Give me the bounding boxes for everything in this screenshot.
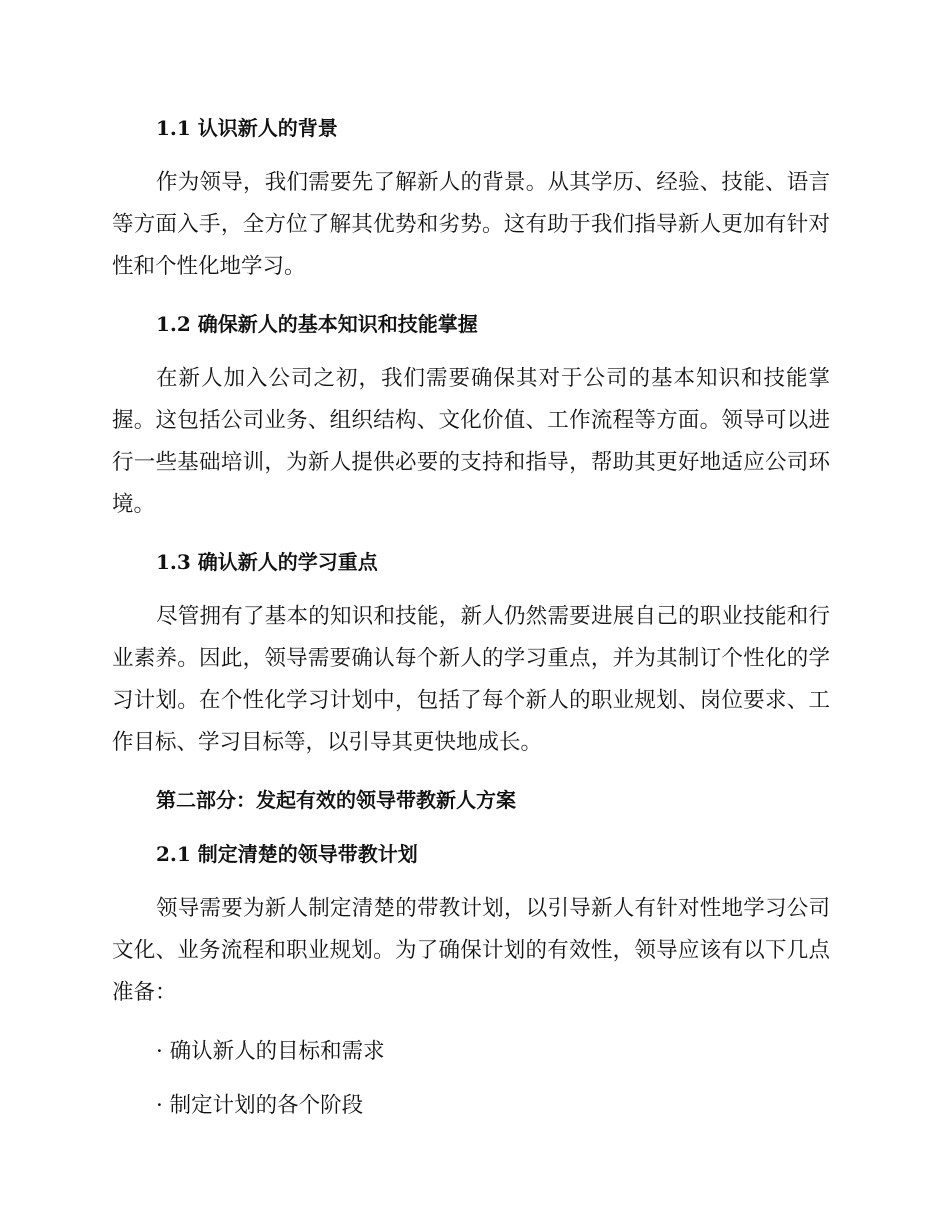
section-paragraph-2-1: 领导需要为新人制定清楚的带教计划，以引导新人有针对性地学习公司文化、业务流程和职业规划。为了确保计划的有效性，领导应该有以下几点准备：: [112, 896, 830, 1005]
section-paragraph-1-2: 在新人加入公司之初，我们需要确保其对于公司的基本知识和技能掌握。这包括公司业务、组织结构、文化价值、工作流程等方面。领导可以进行一些基础培训，为新人提供必要的支持和指导，帮助其更好地适应公司环境。: [112, 366, 830, 517]
section-heading-1-2: 1.2 确保新人的基本知识和技能掌握: [156, 312, 478, 336]
section-heading-1-3: 1.3 确认新人的学习重点: [156, 550, 378, 574]
section-heading-1-1: 1.1 认识新人的背景: [156, 116, 338, 140]
section-heading-2-1: 2.1 制定清楚的领导带教计划: [156, 842, 418, 866]
document-body: [112, 112, 830, 1122]
part-two-heading: 第二部分：发起有效的领导带教新人方案: [156, 788, 516, 812]
list-item: · 确认新人的目标和需求: [156, 1039, 385, 1064]
list-item: · 制定计划的各个阶段: [156, 1093, 364, 1118]
section-paragraph-1-1: 作为领导，我们需要先了解新人的背景。从其学历、经验、技能、语言等方面入手，全方位了解其优势和劣势。这有助于我们指导新人更加有针对性和个性化地学习。: [112, 170, 830, 279]
section-paragraph-1-3: 尽管拥有了基本的知识和技能，新人仍然需要进展自己的职业技能和行业素养。因此，领导需要确认每个新人的学习重点，并为其制订个性化的学习计划。在个性化学习计划中，包括了每个新人的职业规划、岗位要求、工作目标、学习目标等，以引导其更快地成长。: [112, 604, 830, 755]
